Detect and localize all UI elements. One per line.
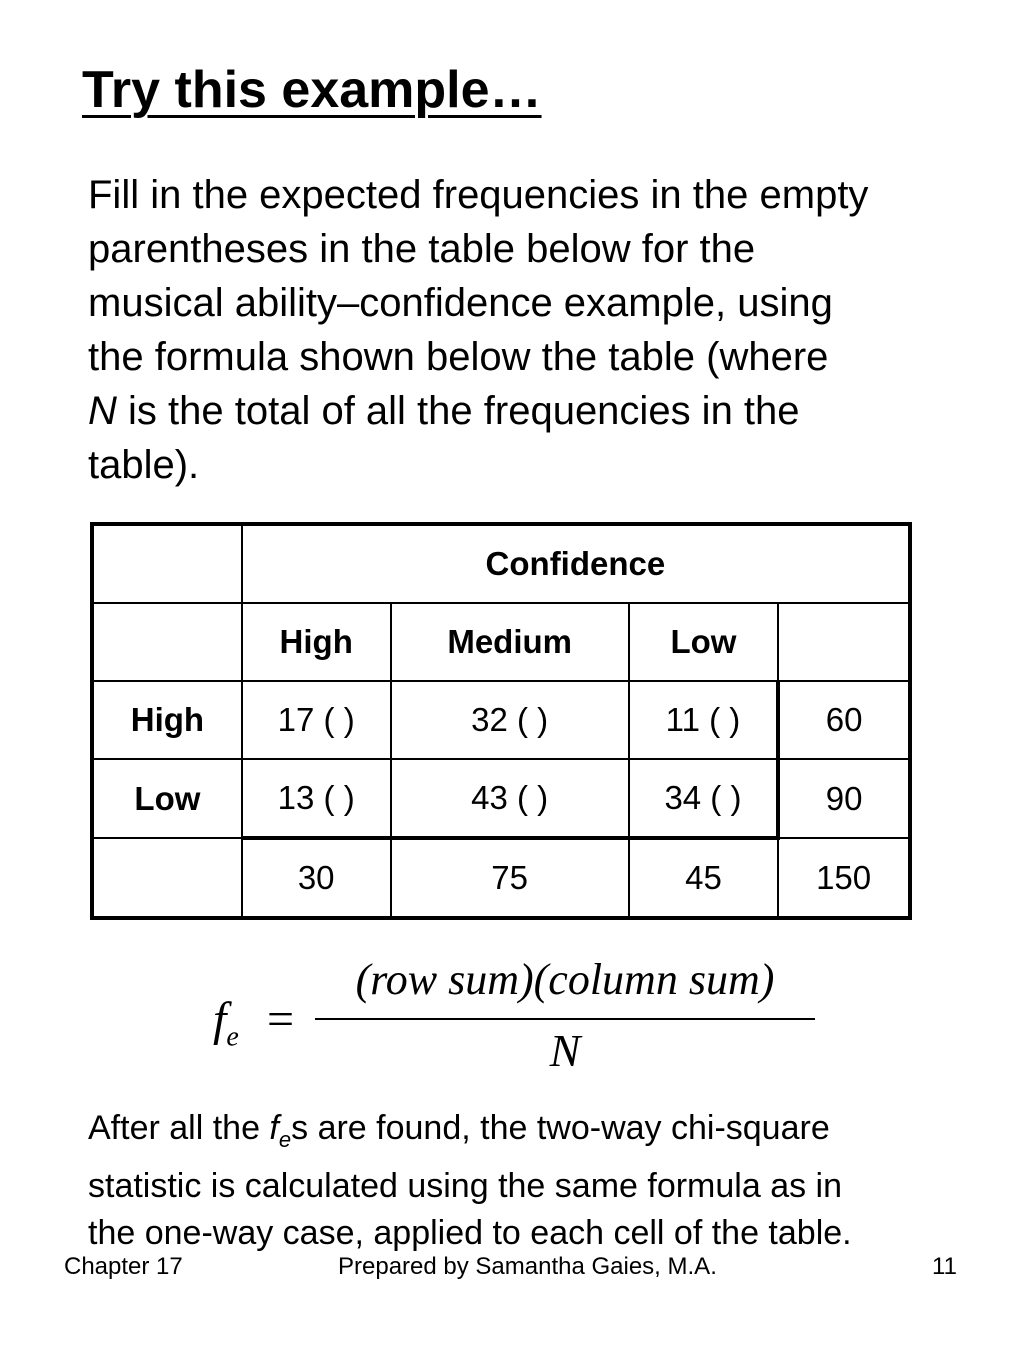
expected-frequency-formula (205, 950, 825, 1080)
fe-sub: e (278, 1126, 292, 1152)
intro-line: the formula shown below the table (where (88, 335, 829, 379)
formula-lhs-var: f (213, 993, 227, 1046)
table-cell: 11 ( ) (629, 681, 778, 759)
totals-row (92, 838, 910, 918)
row-header-low: Low (92, 759, 242, 838)
row-header-high: High (92, 681, 242, 759)
closing-line: statistic is calculated using the same formula as in (88, 1166, 843, 1205)
intro-line (88, 384, 998, 438)
column-total: 75 (391, 838, 629, 918)
intro-line: musical ability–confidence example, using (88, 281, 833, 325)
empty-cell (92, 838, 242, 918)
n-variable: N (88, 389, 117, 433)
fraction-bar (315, 1018, 815, 1020)
row-total: 60 (778, 681, 910, 759)
closing-line (88, 1105, 988, 1163)
formula-lhs-sub: e (226, 1021, 239, 1053)
empty-corner-cell (92, 524, 242, 603)
closing-paragraph (88, 1105, 988, 1257)
table-cell: 13 ( ) (242, 759, 391, 838)
confidence-header: Confidence (242, 524, 910, 603)
intro-line-rest: is the total of all the frequencies in the (116, 389, 800, 433)
column-header-low: Low (629, 603, 778, 681)
footer-page-number: 11 (932, 1253, 957, 1280)
empty-total-header-cell (778, 603, 910, 681)
intro-line: parentheses in the table below for the (88, 227, 756, 271)
formula-lhs (213, 992, 239, 1054)
column-total: 30 (242, 838, 391, 918)
column-total: 45 (629, 838, 778, 918)
table-cell: 34 ( ) (629, 759, 778, 838)
intro-line: table). (88, 443, 200, 487)
formula-numerator: (row sum)(column sum) (355, 955, 775, 1004)
table-header-row (92, 524, 910, 603)
row-total: 90 (778, 759, 910, 838)
table-cell: 17 ( ) (242, 681, 391, 759)
table-row (92, 681, 910, 759)
table-row (92, 759, 910, 838)
table-cell: 43 ( ) (391, 759, 629, 838)
column-header-high: High (242, 603, 391, 681)
column-header-medium: Medium (391, 603, 629, 681)
table-cell: 32 ( ) (391, 681, 629, 759)
slide-title: Try this example… (82, 61, 542, 119)
closing-line-pre: After all the (88, 1109, 270, 1147)
fe-var: f (269, 1109, 279, 1147)
instructions-paragraph (88, 168, 998, 492)
formula-equals: = (267, 993, 295, 1046)
footer-author: Prepared by Samantha Gaies, M.A. (338, 1253, 717, 1280)
grand-total: 150 (778, 838, 910, 918)
footer-chapter: Chapter 17 (64, 1253, 183, 1280)
empty-cell (92, 603, 242, 681)
formula-denominator: N (549, 1025, 581, 1076)
closing-line-post: s are found, the two-way chi-square (291, 1109, 830, 1147)
intro-line: Fill in the expected frequencies in the empty (88, 173, 869, 217)
table-column-header-row (92, 603, 910, 681)
contingency-table (90, 522, 912, 920)
closing-line: the one-way case, applied to each cell of the table. (88, 1213, 852, 1252)
